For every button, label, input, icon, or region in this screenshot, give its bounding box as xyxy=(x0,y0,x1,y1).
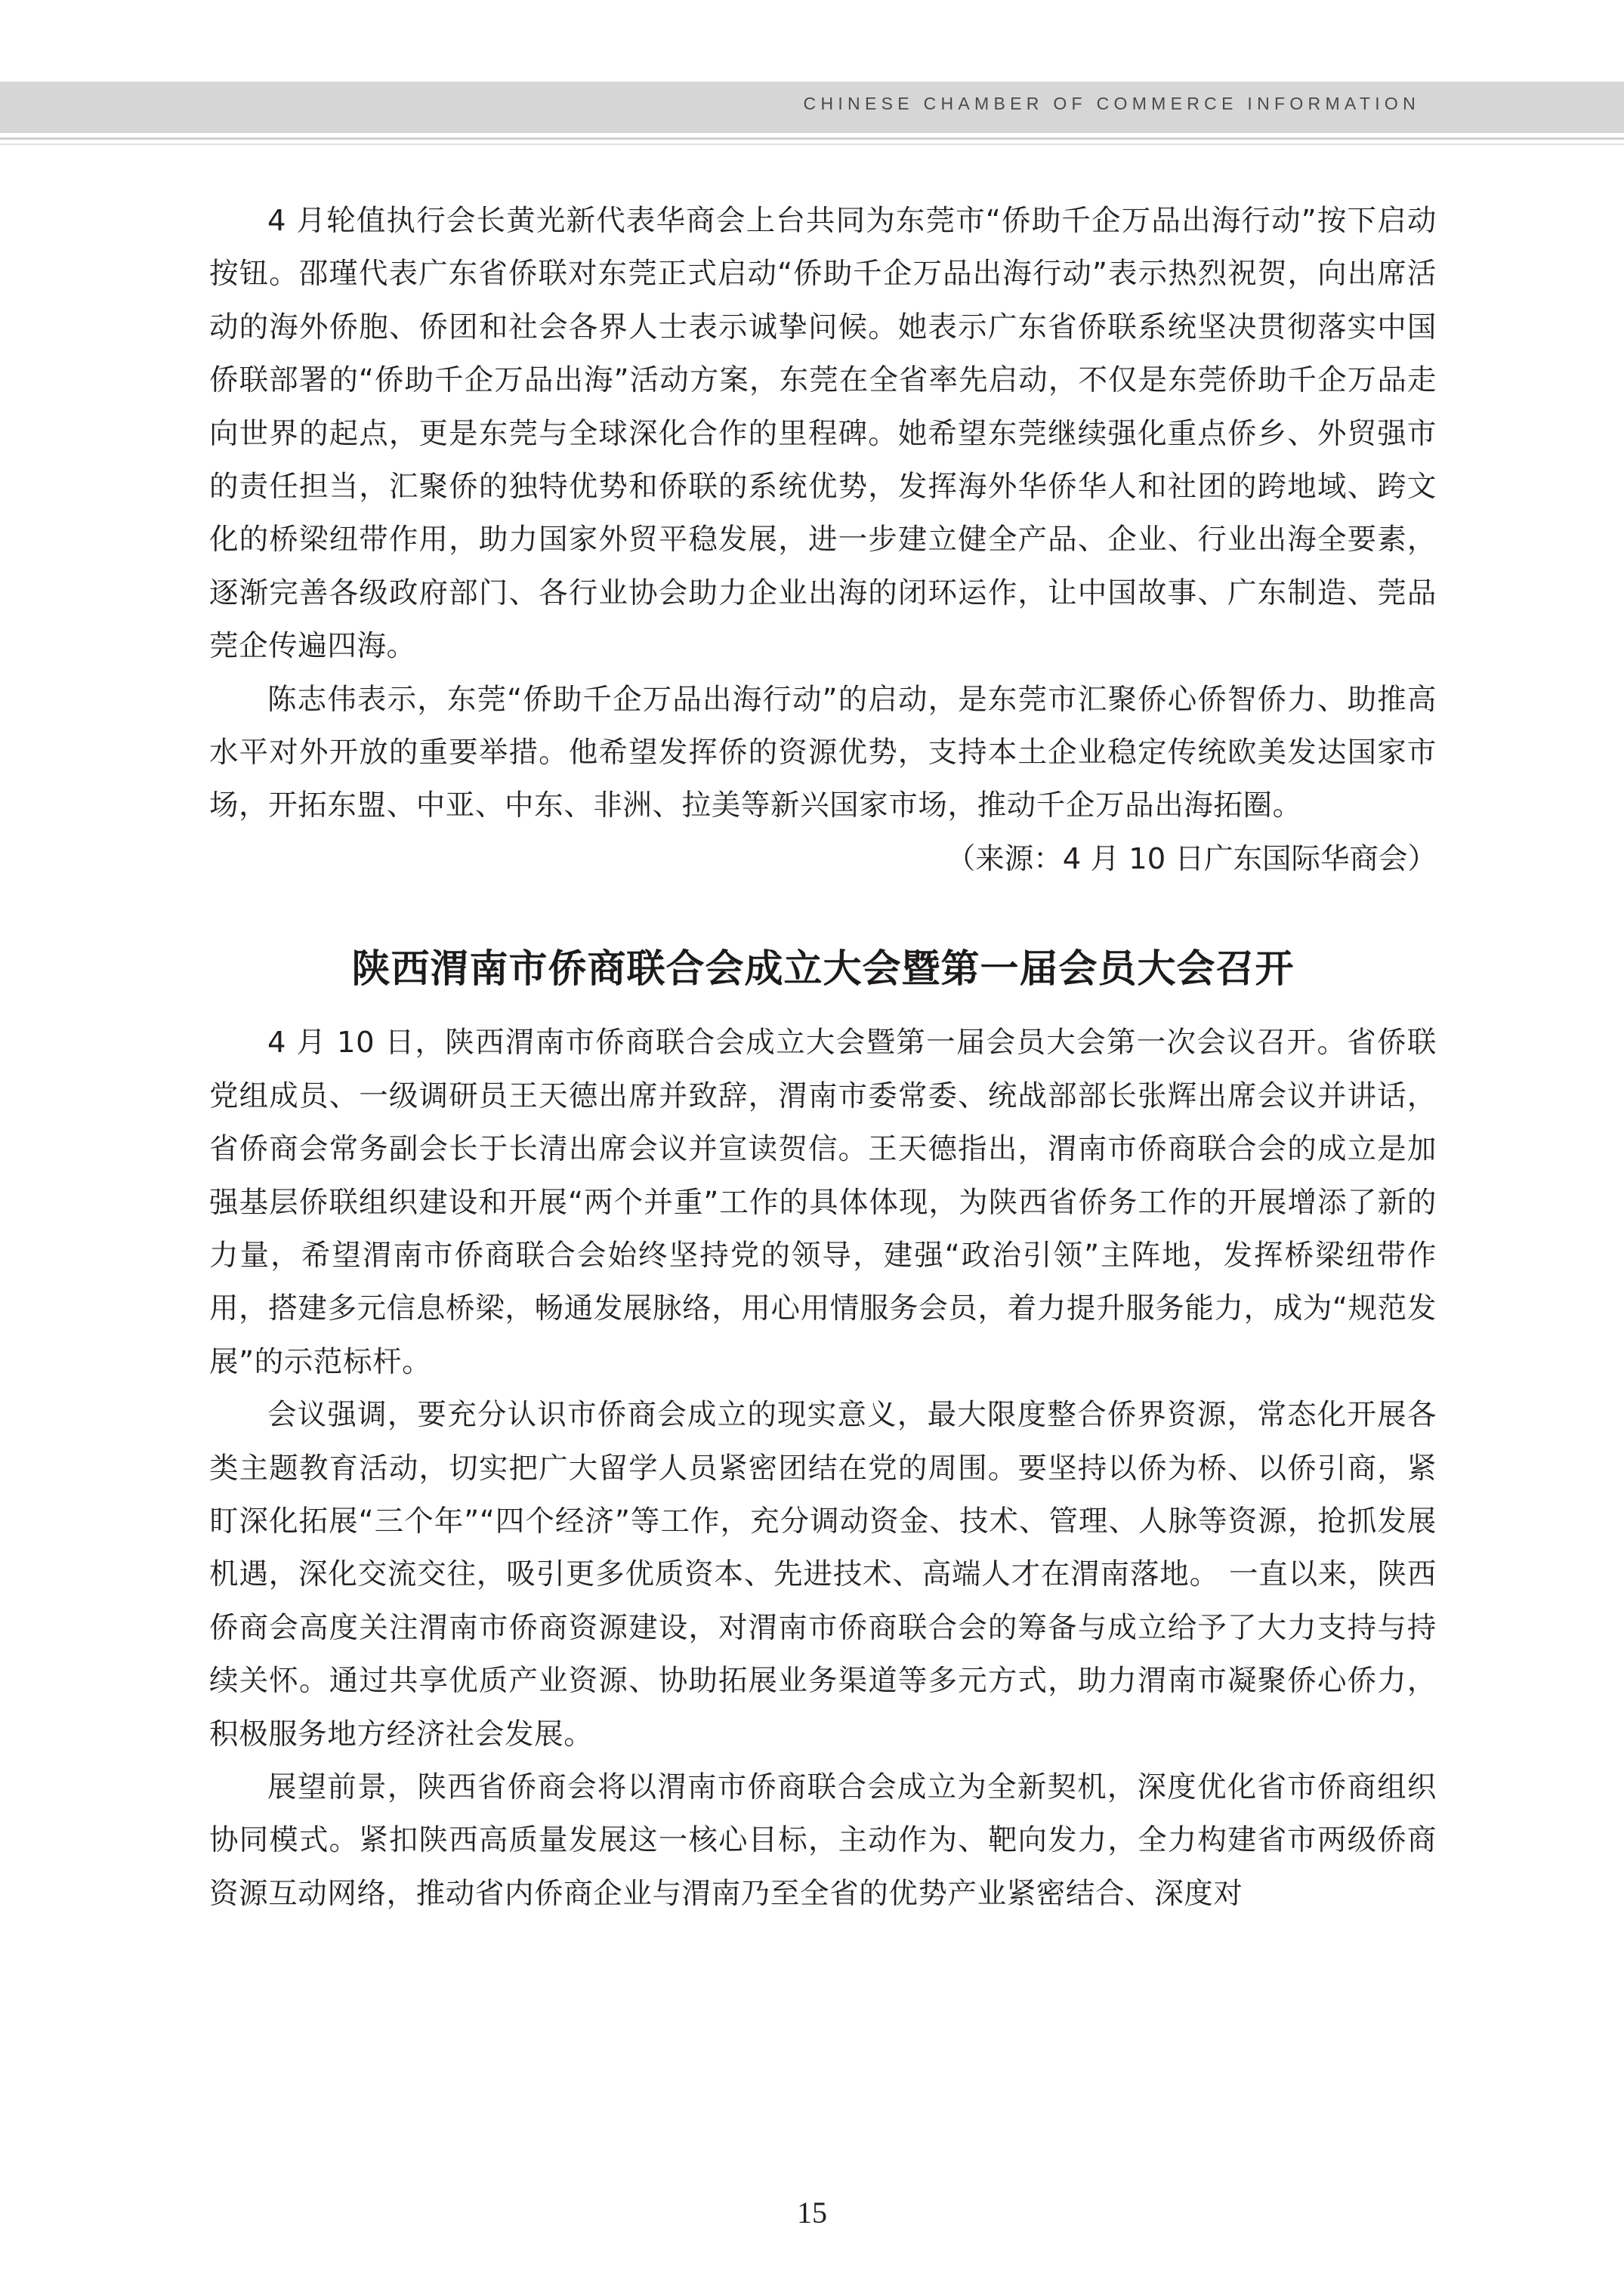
header-rule xyxy=(0,137,1624,140)
article1-paragraph-1: 4 月轮值执行会长黄光新代表华商会上台共同为东莞市“侨助千企万品出海行动”按下启动按钮。邵瑾代表广东省侨联对东莞正式启动“侨助千企万品出海行动”表示热烈祝贺，向出席活动的海外侨胞、侨团和社会各界人士表示诚挚问候。她表示广东省侨联系统坚决贯彻落实中国侨联部署的“侨助千企万品出海”活动方案，东莞在全省率先启动，不仅是东莞侨助千企万品走向世界的起点，更是东莞与全球深化合作的里程碑。她希望东莞继续强化重点侨乡、外贸强市的责任担当，汇聚侨的独特优势和侨联的系统优势，发挥海外华侨华人和社团的跨地域、跨文化的桥梁纽带作用，助力国家外贸平稳发展，进一步建立健全产品、企业、行业出海全要素，逐渐完善各级政府部门、各行业协会助力企业出海的闭环运作，让中国故事、广东制造、莞品莞企传遍四海。 xyxy=(209,204,1437,664)
page-number: 15 xyxy=(797,2196,827,2230)
article1-paragraph-2: 陈志伟表示，东莞“侨助千企万品出海行动”的启动，是东莞市汇聚侨心侨智侨力、助推高水平对外开放的重要举措。他希望发挥侨的资源优势，支持本土企业稳定传统欧美发达国家市场，开拓东盟、中亚、中东、非洲、拉美等新兴国家市场，推动千企万品出海拓圈。 xyxy=(209,682,1437,823)
header-rule-thin xyxy=(0,144,1624,145)
running-header: CHINESE CHAMBER OF COMMERCE INFORMATION xyxy=(803,94,1420,113)
article1-source: （来源：4 月 10 日广东国际华商会） xyxy=(946,841,1437,876)
article2-paragraph-2: 会议强调，要充分认识市侨商会成立的现实意义，最大限度整合侨界资源，常态化开展各类主题教育活动，切实把广大留学人员紧密团结在党的周围。要坚持以侨为桥、以侨引商，紧盯深化拓展“三个年”“四个经济”等工作，充分调动资金、技术、管理、人脉等资源，抢抓发展机遇，深化交流交往，吸引更多优质资本、先进技术、高端人才在渭南落地。 一直以来，陕西侨商会高度关注渭南市侨商资源建设，对渭南市侨商联合会的筹备与成立给予了大力支持与持续关怀。通过共享优质产业资源、协助拓展业务渠道等多元方式，助力渭南市凝聚侨心侨力，积极服务地方经济社会发展。 xyxy=(209,1398,1437,1751)
article2-paragraph-1: 4 月 10 日，陕西渭南市侨商联合会成立大会暨第一届会员大会第一次会议召开。省侨联党组成员、一级调研员王天德出席并致辞，渭南市委常委、统战部部长张辉出席会议并讲话，省侨商会常务副会长于长清出席会议并宣读贺信。王天德指出，渭南市侨商联合会的成立是加强基层侨联组织建设和开展“两个并重”工作的具体体现，为陕西省侨务工作的开展增添了新的力量，希望渭南市侨商联合会始终坚持党的领导，建强“政治引领”主阵地，发挥桥梁纽带作用，搭建多元信息桥梁，畅通发展脉络，用心用情服务会员，着力提升服务能力，成为“规范发展”的示范标杆。 xyxy=(209,1026,1437,1379)
page-content xyxy=(209,195,1437,1921)
article2-title: 陕西渭南市侨商联合会成立大会暨第一届会员大会召开 xyxy=(351,947,1295,992)
article2-paragraph-3: 展望前景，陕西省侨商会将以渭南市侨商联合会成立为全新契机，深度优化省市侨商组织协同模式。紧扣陕西高质量发展这一核心目标，主动作为、靶向发力，全力构建省市两级侨商资源互动网络，推动省内侨商企业与渭南乃至全省的优势产业紧密结合、深度对 xyxy=(209,1770,1437,1911)
